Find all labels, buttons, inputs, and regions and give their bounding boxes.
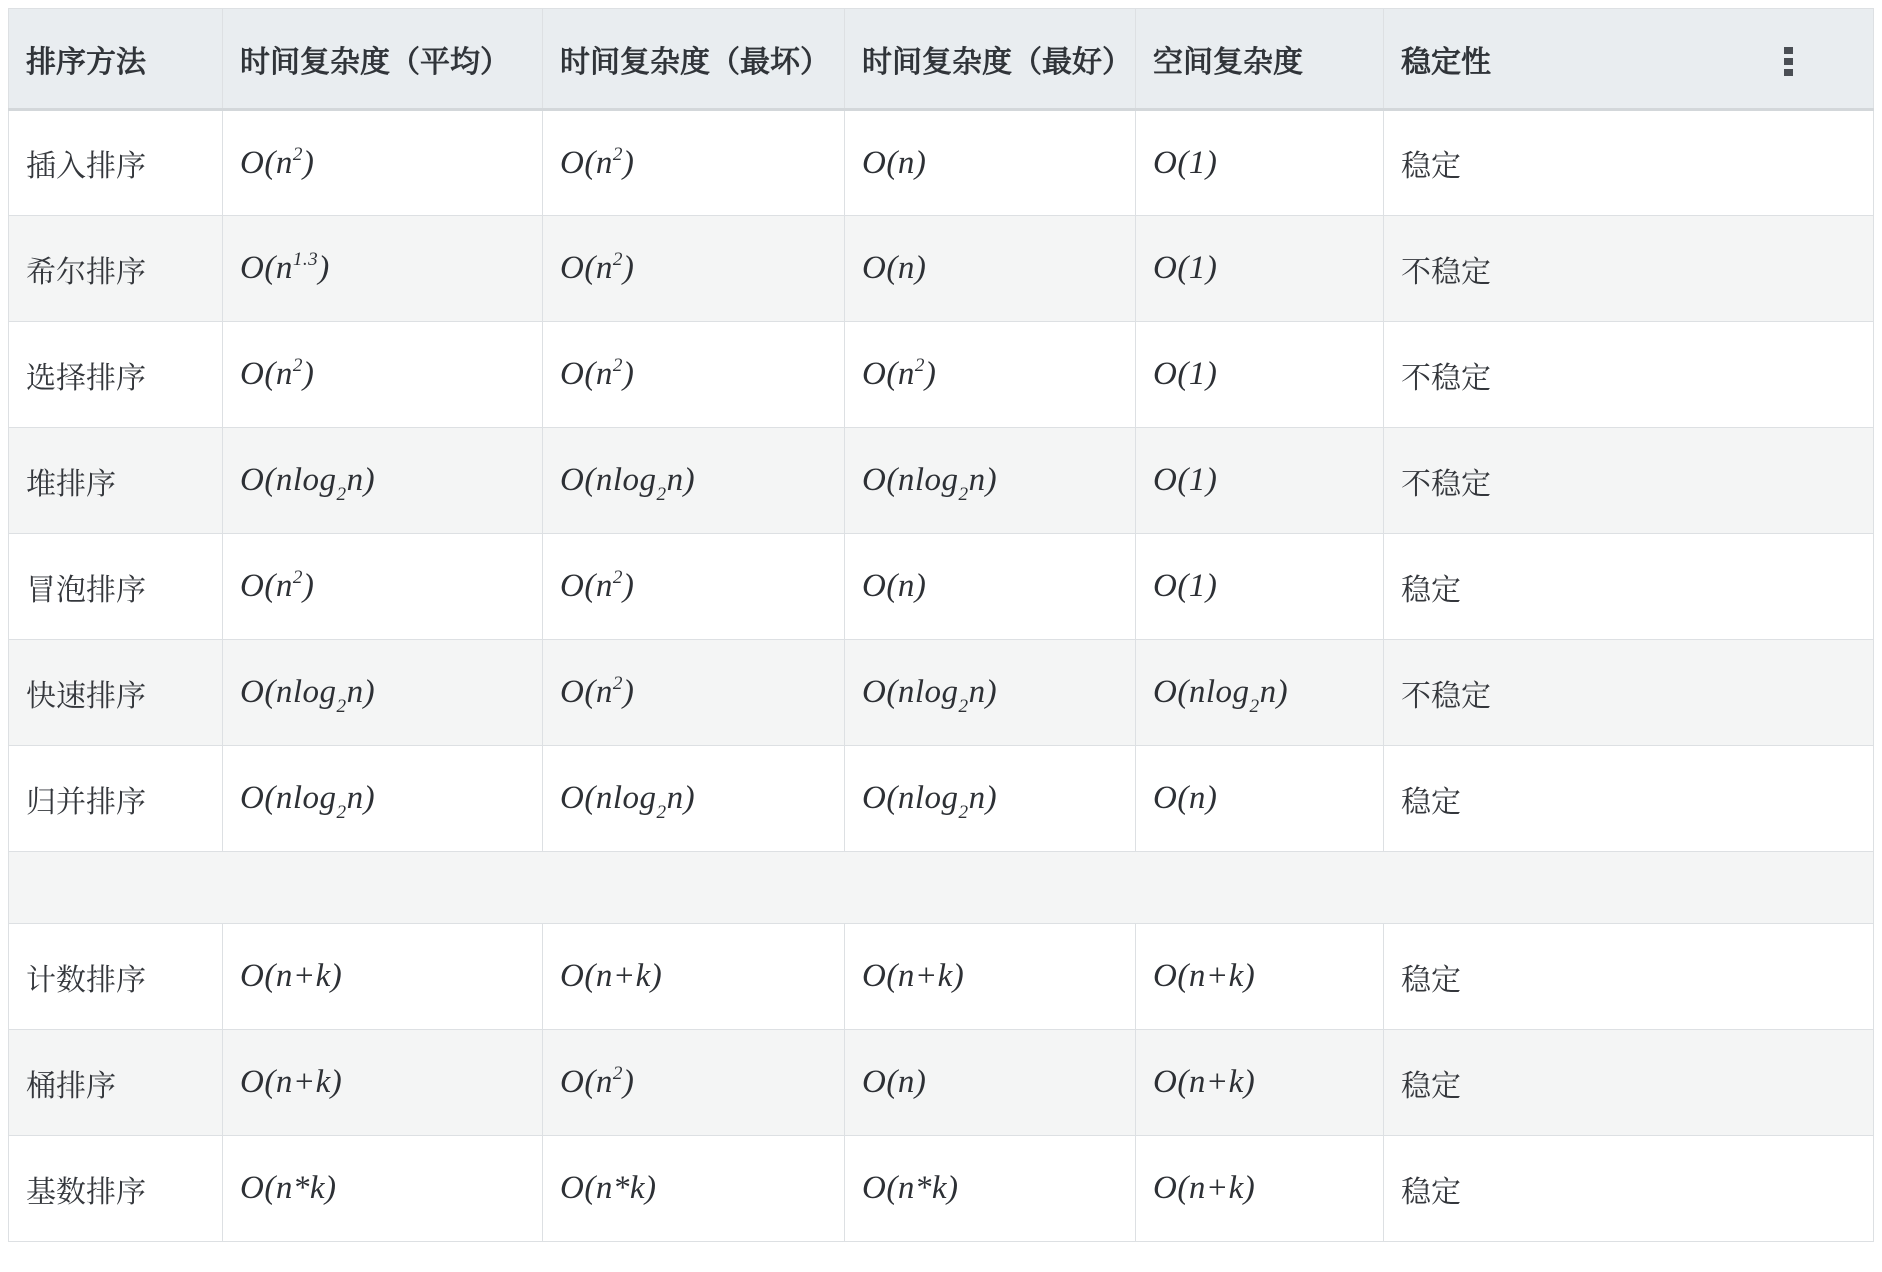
col-header-time-worst: 时间复杂度（最坏） [543,9,845,110]
method-cell: 堆排序 [9,428,223,534]
avg-complexity-cell: $O(n^2)$ [223,534,543,640]
dot [1784,69,1793,76]
space-complexity-cell: O(1) [1136,534,1384,640]
table-body [9,110,1874,1242]
method-cell: 选择排序 [9,322,223,428]
worst-complexity-cell: $O(n^2)$ [543,640,845,746]
method-cell: 桶排序 [9,1030,223,1136]
table-row [9,322,1874,428]
table-row [9,924,1874,1030]
best-complexity-cell: O(n) [845,110,1136,216]
stability-cell: 不稳定 [1384,322,1874,428]
avg-complexity-cell: $O(n^{1.3})$ [223,216,543,322]
avg-complexity-cell: O(nlog$_2$n) [223,428,543,534]
best-complexity-cell: O(nlog$_2$n) [845,746,1136,852]
stability-cell: 稳定 [1384,1136,1874,1242]
dot [1784,58,1793,65]
col-header-space: 空间复杂度 [1136,9,1384,110]
header-row [9,9,1874,110]
method-cell: 希尔排序 [9,216,223,322]
best-complexity-cell: O(n) [845,1030,1136,1136]
avg-complexity-cell: O(n+k) [223,924,543,1030]
table-row [9,746,1874,852]
stability-cell: 不稳定 [1384,640,1874,746]
avg-complexity-cell: O(n+k) [223,1030,543,1136]
space-complexity-cell: O(nlog$_2$n) [1136,640,1384,746]
space-complexity-cell: O(n+k) [1136,1030,1384,1136]
stability-cell: 稳定 [1384,924,1874,1030]
worst-complexity-cell: $O(n^2)$ [543,534,845,640]
sorting-complexity-table [8,8,1874,1242]
worst-complexity-cell: O(nlog$_2$n) [543,746,845,852]
table-row [9,428,1874,534]
worst-complexity-cell: $O(n^2)$ [543,216,845,322]
worst-complexity-cell: $O(n^2)$ [543,322,845,428]
worst-complexity-cell: $O(n^2)$ [543,110,845,216]
space-complexity-cell: O(1) [1136,428,1384,534]
table-header [9,9,1874,110]
table-row [9,1030,1874,1136]
space-complexity-cell: O(n) [1136,746,1384,852]
best-complexity-cell: O(nlog$_2$n) [845,428,1136,534]
avg-complexity-cell: O(nlog$_2$n) [223,640,543,746]
col-header-time-best: 时间复杂度（最好） [845,9,1136,110]
stability-cell: 稳定 [1384,534,1874,640]
avg-complexity-cell: $O(n^2)$ [223,322,543,428]
space-complexity-cell: O(n+k) [1136,924,1384,1030]
table-row [9,1136,1874,1242]
avg-complexity-cell: O(n*k) [223,1136,543,1242]
space-complexity-cell: O(1) [1136,216,1384,322]
spacer-cell [9,852,1874,924]
col-header-method: 排序方法 [9,9,223,110]
table-row [9,216,1874,322]
space-complexity-cell: O(1) [1136,110,1384,216]
best-complexity-cell: O(n+k) [845,924,1136,1030]
table-row [9,640,1874,746]
stability-cell: 稳定 [1384,1030,1874,1136]
avg-complexity-cell: O(nlog$_2$n) [223,746,543,852]
best-complexity-cell: $O(n^2)$ [845,322,1136,428]
method-cell: 插入排序 [9,110,223,216]
col-header-time-average: 时间复杂度（平均） [223,9,543,110]
stability-cell: 稳定 [1384,110,1874,216]
worst-complexity-cell: O(nlog$_2$n) [543,428,845,534]
method-cell: 基数排序 [9,1136,223,1242]
best-complexity-cell: O(n) [845,534,1136,640]
space-complexity-cell: O(n+k) [1136,1136,1384,1242]
spacer-row [9,852,1874,924]
table-row [9,110,1874,216]
stability-cell: 稳定 [1384,746,1874,852]
dot [1784,47,1793,54]
col-header-stability: 稳定性 [1384,9,1874,110]
method-cell: 计数排序 [9,924,223,1030]
worst-complexity-cell: $O(n^2)$ [543,1030,845,1136]
best-complexity-cell: O(n*k) [845,1136,1136,1242]
stability-cell: 不稳定 [1384,216,1874,322]
method-cell: 归并排序 [9,746,223,852]
stability-cell: 不稳定 [1384,428,1874,534]
worst-complexity-cell: O(n+k) [543,924,845,1030]
table-row [9,534,1874,640]
space-complexity-cell: O(1) [1136,322,1384,428]
avg-complexity-cell: $O(n^2)$ [223,110,543,216]
method-cell: 快速排序 [9,640,223,746]
method-cell: 冒泡排序 [9,534,223,640]
column-menu-dots-icon[interactable] [1784,47,1793,76]
best-complexity-cell: O(nlog$_2$n) [845,640,1136,746]
best-complexity-cell: O(n) [845,216,1136,322]
worst-complexity-cell: O(n*k) [543,1136,845,1242]
